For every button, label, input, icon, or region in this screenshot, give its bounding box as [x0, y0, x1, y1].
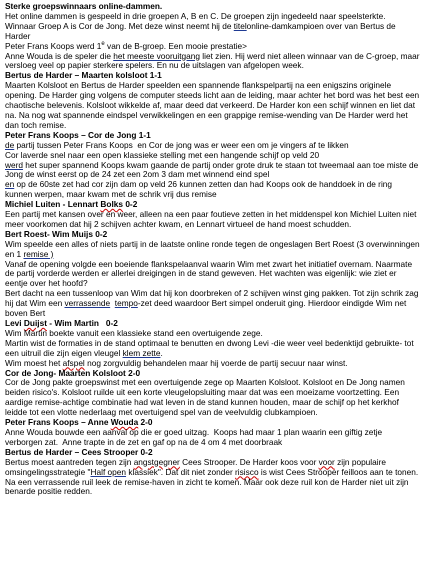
- text-run: Peter Frans Koops werd 1: [5, 40, 102, 51]
- body-paragraph: [5, 161, 421, 181]
- text-run: Het online dammen is gespeeld in drie groepen A, B en C. De groepen zijn ingedeeld naar speelsterkte.: [5, 10, 386, 21]
- text-run: Bert Roest- Wim Muijs 0-2: [5, 228, 108, 239]
- body-paragraph: [5, 52, 421, 72]
- text-run: Wim speelde een alles of niets partij in de laatste online ronde tegen de ongeslagen Bert Roest (3 overwinningen en 1: [5, 238, 422, 259]
- spellcheck-word: Wouda: [110, 417, 139, 428]
- grammar-flagged-text: remise ): [23, 248, 54, 259]
- body-paragraph: [5, 458, 421, 498]
- body-paragraph: [5, 289, 421, 319]
- text-run: klassiek". Dat dit niet zonder: [126, 466, 236, 477]
- text-run: Een partij met kansen over en weer, alleen na een paar foutieve zetten in het middenspel kon Michiel Luiten niet meer voorkomen dat hij 2 schijven achter kwam, en Lennart virtueel de hand moest schudden.: [5, 209, 419, 229]
- text-run: Winnaar Groep A is Cor de Jong. Met deze winst neemt hij de: [5, 20, 234, 31]
- text-run: zijn populaire omsingelingsstrategie ": [5, 456, 389, 477]
- text-run: is wist Cees Strooper feilloos aan te tonen. Na een verrassende ruil leek de remise-haven in zicht te komen. Maar ook deze ruil kon de Harder niet uit zijn benarde positie redden.: [5, 466, 421, 497]
- text-run: .: [160, 347, 163, 358]
- text-run: Peter Frans Koops – Anne: [5, 417, 111, 428]
- text-run: Bertus de Harder – Cees Strooper 0-2: [5, 446, 153, 457]
- body-paragraph: [5, 81, 421, 131]
- text-run: Cor de Jong pakte groepswinst met een overtuigende zege op Maarten Kolsloot. Kolsloot en De Jong namen beiden risico's. Kolsloot ruilde uit een korte vleugelopsluiting maar dat was een moeizame voortzetting. Een aardige remise-achtige combinatie had wat leven in de stand kunnen houden, maar de schijf op het kerkhof leidde tot een vlotte nederlaag met overtuigend spel van de veelvuldig clubkampioen.: [5, 377, 408, 418]
- body-paragraph: [5, 260, 421, 290]
- body-paragraph: [5, 180, 421, 200]
- grammar-flagged-text: verrassende: [64, 298, 111, 309]
- text-run: -zet deed waardoor Bert simpel onderuit ging. Hierdoor eindigde Wim net boven Bert: [5, 298, 409, 319]
- text-run: Cees Strooper. De Harder koos voor: [179, 456, 319, 467]
- text-run: Wim Martin boekte vanuit een klassieke stand een overtuigende zege.: [5, 327, 263, 338]
- body-paragraph: [5, 22, 421, 42]
- grammar-flagged-text: tempo: [114, 298, 138, 309]
- grammar-flagged-text: werd: [5, 159, 23, 170]
- text-run: het super spannend Koops kwam gaande de partij onder grote druk te staan tot tweemaal aan toe miste de Jong de winst eerst op de 24 zet een 2om 3 dam met winnend eind spel: [5, 159, 421, 180]
- text-run: e: [101, 40, 105, 47]
- spellcheck-word: angstgegner: [133, 456, 180, 467]
- text-run: Bertus de Harder – Maarten kolsloot 1-1: [5, 70, 162, 81]
- text-run: Maarten Kolsloot en Bertus de Harder speelden een spannende flankspelpartij na een enigszins originele opening. De Harder ging volgens de computer steeds licht aan de leiding, maar achter het bord was het best een chaotische belevenis. Kolsloot wikkelde af, maar deed dat verkeerd. De Harder kon een schijf winnen en liet dat na. Na nog wat spannende eindspel verwikkelingen en een grappige remise-wending van De Harder werd het dan toch remise.: [5, 80, 422, 130]
- grammar-flagged-text: titel: [233, 20, 247, 31]
- text-run: Peter Frans Koops – Cor de Jong 1-1: [5, 129, 151, 140]
- body-paragraph: [5, 378, 421, 418]
- grammar-flagged-text: de: [5, 139, 15, 150]
- text-run: Anne Wouda bouwde een aanval op die er goed uitzag. Koops had maar 1 plan waarin een giftig zetje verborgen zat. Anne trapte in de zet en gaf op na de 4 om 4 met doorbraak: [5, 426, 385, 447]
- grammar-flagged-text: klem zette: [122, 347, 161, 358]
- text-run: Bert dacht na een tussenloop van Wim dat hij kon doorbreken of 2 schijven winst ging pakken. Tot zijn schrik zag hij dat Wim een: [5, 288, 421, 309]
- text-run: Anne Wouda is de speler die: [5, 50, 114, 61]
- text-run: Wim moest het: [5, 357, 63, 368]
- text-run: 0-2: [123, 199, 138, 210]
- spellcheck-word: Duijst: [23, 318, 47, 328]
- text-run: Bertus moest aantreden tegen zijn: [5, 456, 134, 467]
- text-run: Sterke groepswinnaars online-dammen.: [5, 1, 163, 11]
- text-run: 2-0: [138, 417, 153, 428]
- text-run: Levi: [5, 318, 24, 328]
- body-paragraph: [5, 240, 421, 260]
- body-paragraph: [5, 428, 421, 448]
- text-run: nog zorgvuldig behandelen maar hij voerde de partij secuur naar winst.: [84, 357, 348, 368]
- text-run: Cor de Jong- Maarten Kolsloot 2-0: [5, 367, 141, 378]
- text-run: online-damkampioen over van Bertus de Harder: [5, 20, 398, 41]
- spellcheck-word: risisco: [235, 466, 259, 477]
- text-run: - Wim Martin 0-2: [46, 318, 118, 328]
- grammar-flagged-text: het meeste vooruitgang: [113, 50, 200, 61]
- grammar-flagged-text: en: [5, 179, 15, 190]
- grammar-flagged-text: Half open: [90, 466, 127, 477]
- spellcheck-word: voor: [318, 456, 335, 467]
- body-paragraph: [5, 339, 421, 359]
- text-run: Martin wist de formaties in de stand optimaal te benutten en dwong Levi -die weer veel bedenktijd gebruikte- tot een uitruil die zijn eigen vleugel: [5, 337, 416, 358]
- body-paragraph: [5, 210, 421, 230]
- text-run: Vanaf de opening volgde een boeiende flankspelaanval waarin Wim met zwart het initiatief overnam. Naarmate de partij vorderde werden er allerlei dreigingen in de stand geweven. Het wachten was eigenlijk: wie ziet er eentje over het hoofd?: [5, 258, 415, 289]
- spellcheck-word: afspel: [62, 357, 85, 368]
- spellcheck-word: Bolks: [100, 199, 124, 210]
- text-run: op de 60ste zet had cor zijn dam op veld 26 kunnen zetten dan had Koops ook de handdoek in de ring kunnen werpen, maar kwam met de schrik vrij dus remise: [5, 179, 395, 200]
- text-run: van de B-groep. Een mooie prestatie>: [104, 40, 248, 51]
- text-run: Michiel Luiten - Lennart: [5, 199, 101, 210]
- text-run: liet zien. Hij werd niet alleen winnaar van de C-groep, maar versloeg veel op papier sterkere spelers. En nu de uitslagen van afgelopen week.: [5, 50, 422, 71]
- text-run: partij tussen Peter Frans Koops en Cor de jong was er weer een om je vingers af te likken: [14, 139, 349, 150]
- text-run: Cor laverde snel naar een open klassieke stelling met een hangende schijf op veld 20: [5, 149, 320, 160]
